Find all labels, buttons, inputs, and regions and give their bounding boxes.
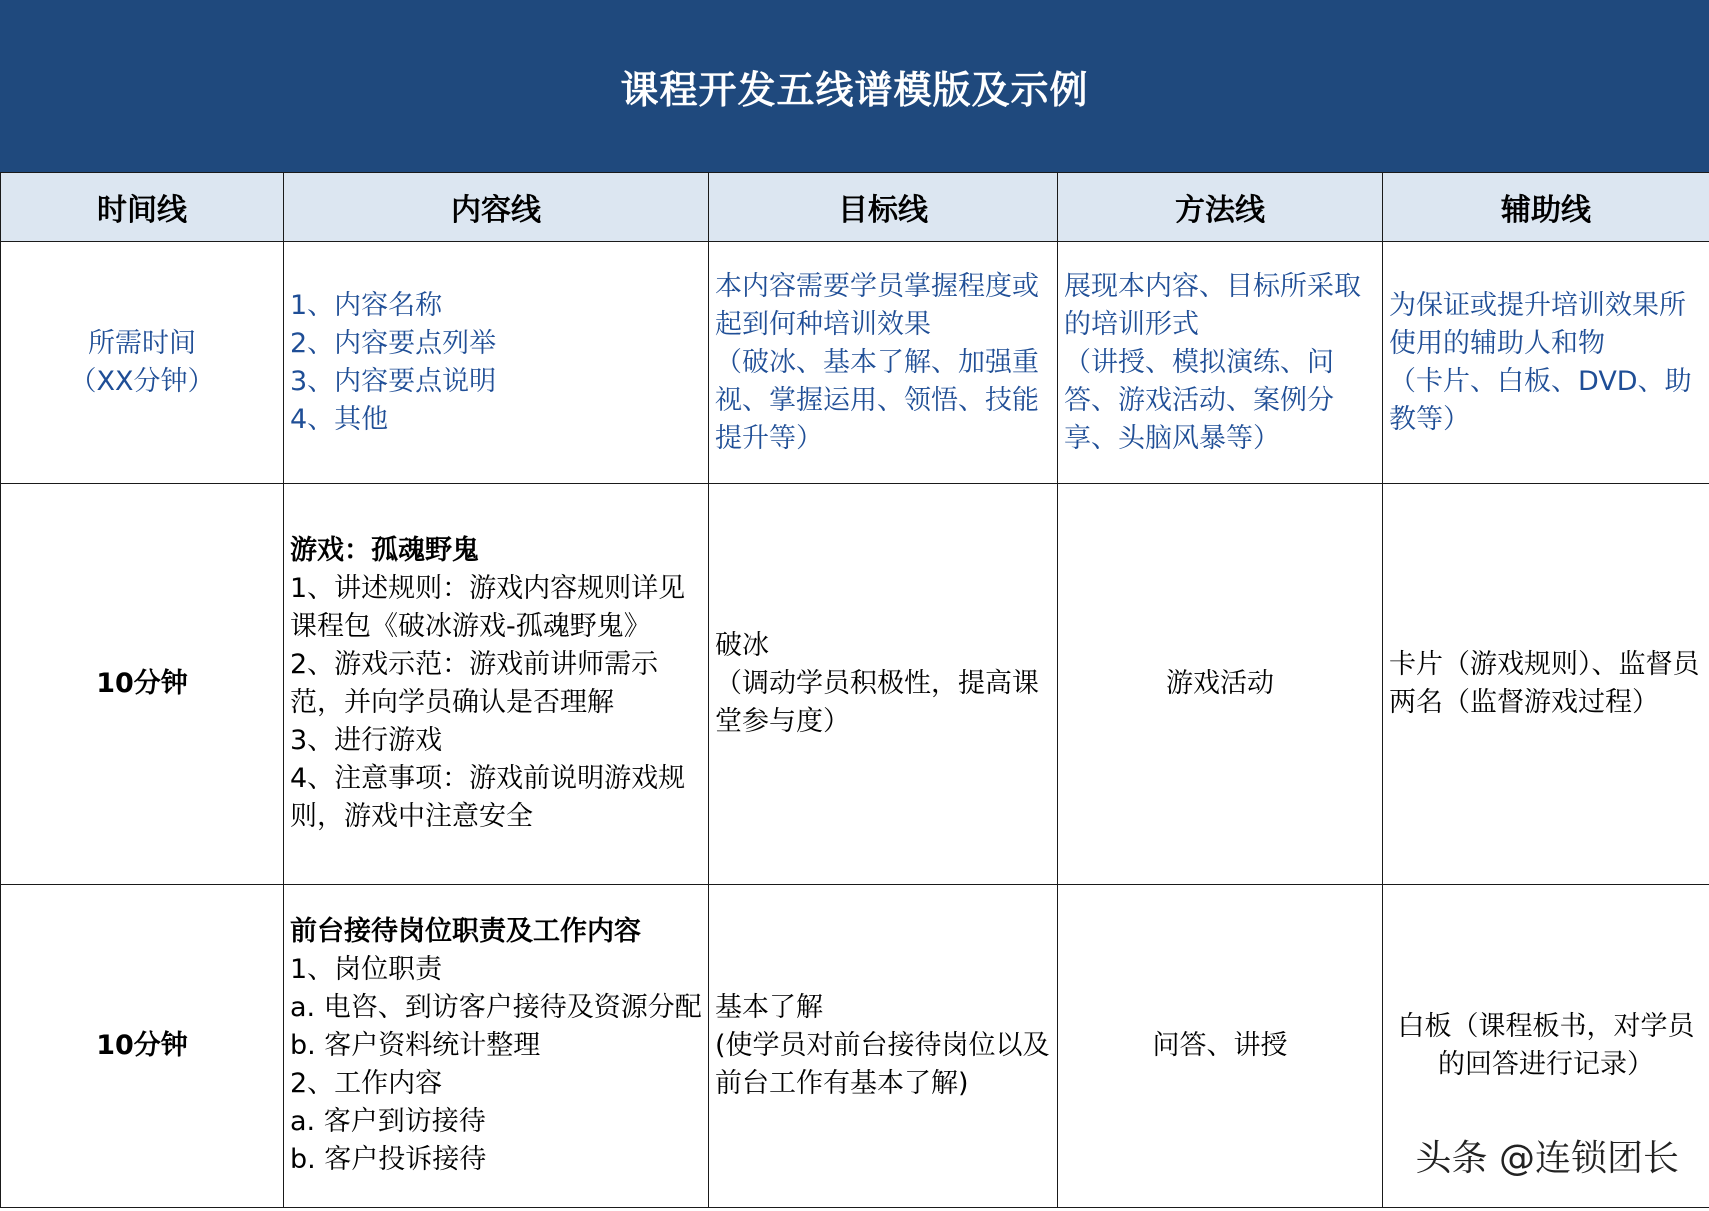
template-goal-line: （破冰、基本了解、加强重视、掌握运用、领悟、技能提升等）: [715, 346, 1039, 454]
example-row: [1, 484, 1709, 885]
example-method-cell: 问答、讲授: [1058, 885, 1383, 1208]
col-header-goal: 目标线: [709, 173, 1058, 242]
template-content-line: 3、内容要点说明: [290, 365, 497, 397]
example-content-title: 游戏：孤魂野鬼: [290, 535, 479, 566]
example-content-line: 3、进行游戏: [290, 725, 443, 756]
template-method-cell: [1058, 242, 1383, 484]
example-aux-cell: 卡片（游戏规则）、监督员两名（监督游戏过程）: [1383, 484, 1709, 885]
example-goal-line: （调动学员积极性，提高课堂参与度）: [715, 668, 1039, 737]
col-header-time: 时间线: [1, 173, 284, 242]
example-content-line: a. 客户到访接待: [290, 1106, 486, 1137]
template-content-cell: [284, 242, 709, 484]
template-method-line: 展现本内容、目标所采取的培训形式: [1064, 270, 1361, 340]
example-goal-cell: [709, 484, 1058, 885]
template-content-line: 2、内容要点列举: [290, 327, 497, 359]
example-goal-line: 基本了解: [715, 992, 823, 1023]
example-content-line: b. 客户投诉接待: [290, 1144, 487, 1175]
template-aux-cell: [1383, 242, 1709, 484]
example-goal-cell: [709, 885, 1058, 1208]
five-line-table: [0, 172, 1709, 1208]
template-row: [1, 242, 1709, 484]
example-content-cell: [284, 484, 709, 885]
example-goal-line: (使学员对前台接待岗位以及前台工作有基本了解): [715, 1030, 1050, 1099]
example-content-line: 4、注意事项：游戏前说明游戏规则，游戏中注意安全: [290, 763, 686, 832]
example-time-cell: 10分钟: [1, 484, 284, 885]
example-content-line: 2、工作内容: [290, 1068, 443, 1099]
example-content-line: 2、游戏示范：游戏前讲师需示范，并向学员确认是否理解: [290, 649, 659, 718]
template-time-line: 所需时间: [88, 327, 196, 359]
template-content-line: 1、内容名称: [290, 289, 443, 321]
header-row: [1, 173, 1709, 242]
template-time-cell: [1, 242, 284, 484]
example-aux-cell: 白板（课程板书，对学员的回答进行记录）: [1383, 885, 1709, 1208]
example-goal-line: 破冰: [715, 630, 769, 661]
col-header-content: 内容线: [284, 173, 709, 242]
template-method-line: （讲授、模拟演练、问答、游戏活动、案例分享、头脑风暴等）: [1064, 346, 1334, 454]
example-time-cell: 10分钟: [1, 885, 284, 1208]
watermark: 头条 @连锁团长: [1415, 1138, 1679, 1179]
example-content-line: 1、讲述规则：游戏内容规则详见课程包《破冰游戏-孤魂野鬼》: [290, 573, 686, 642]
template-aux-line: 为保证或提升培训效果所使用的辅助人和物: [1389, 289, 1686, 359]
template-goal-line: 本内容需要学员掌握程度或起到何种培训效果: [715, 270, 1039, 340]
template-goal-cell: [709, 242, 1058, 484]
example-content-line: b. 客户资料统计整理: [290, 1030, 541, 1061]
template-aux-line: （卡片、白板、DVD、助教等）: [1389, 365, 1692, 435]
page-title: 课程开发五线谱模版及示例: [0, 0, 1709, 172]
template-content-line: 4、其他: [290, 403, 389, 435]
template-time-line: （XX分钟）: [69, 365, 215, 397]
example-content-title: 前台接待岗位职责及工作内容: [290, 916, 641, 947]
example-content-line: 1、岗位职责: [290, 954, 443, 985]
example-content-line: a. 电咨、到访客户接待及资源分配: [290, 992, 702, 1023]
example-content-cell: [284, 885, 709, 1208]
col-header-method: 方法线: [1058, 173, 1383, 242]
example-method-cell: 游戏活动: [1058, 484, 1383, 885]
col-header-aux: 辅助线: [1383, 173, 1709, 242]
